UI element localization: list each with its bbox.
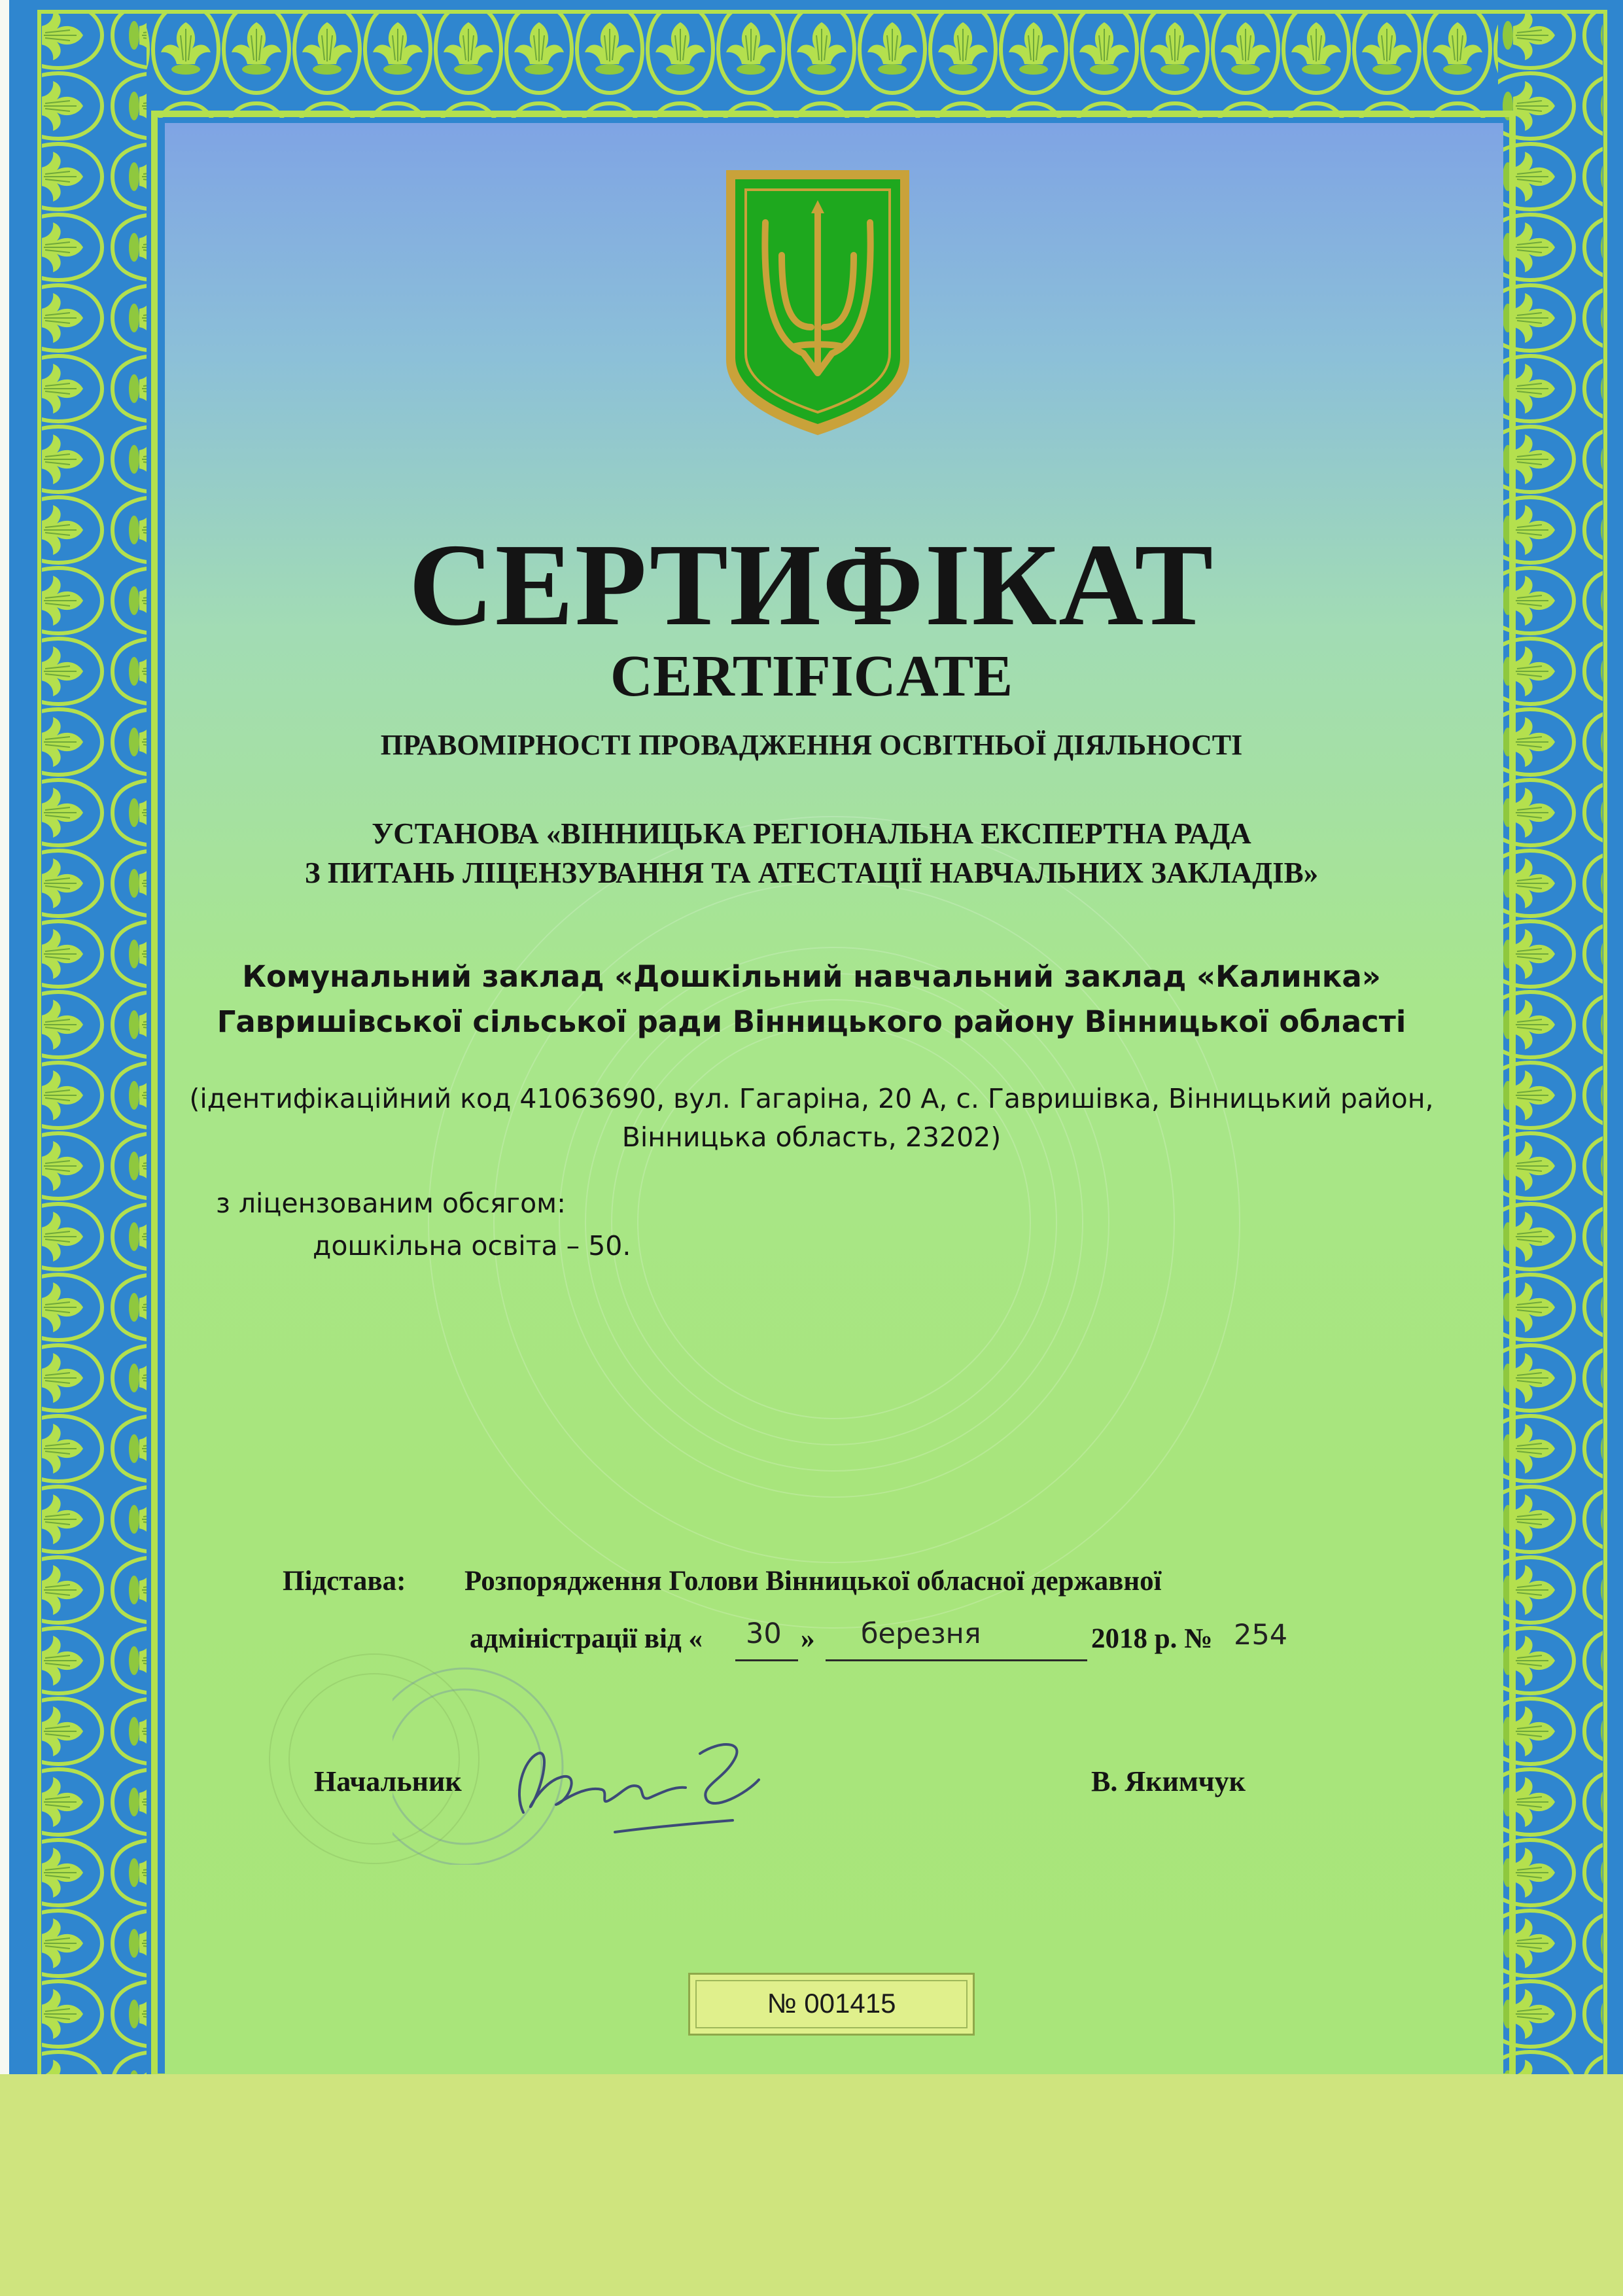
- basis-text: Розпорядження Голови Вінницької обласної державної: [464, 1566, 1162, 1597]
- license-scope-item: дошкільна освіта – 50.: [313, 1230, 631, 1262]
- certificate-title: СЕРТИФІКАТ: [408, 520, 1215, 650]
- coat-of-arms-emblem: [720, 164, 916, 438]
- basis-day: 30: [746, 1617, 782, 1650]
- address-line-1: (ідентифікаційний код 41063690, вул. Гагаріна, 20 А, с. Гавришівка, Вінницький район,: [189, 1083, 1434, 1114]
- issuer-line-2: З ПИТАНЬ ЛІЦЕНЗУВАННЯ ТА АТЕСТАЦІЇ НАВЧАЛЬНИХ ЗАКЛАДІВ»: [304, 857, 1319, 889]
- basis-label: Підстава:: [283, 1566, 406, 1597]
- license-scope-label: з ліцензованим обсягом:: [216, 1188, 566, 1219]
- basis-month: березня: [861, 1617, 981, 1650]
- official-stamp-and-signature: [393, 1649, 864, 1865]
- basis-quote-close: »: [801, 1623, 815, 1654]
- basis-year: 2018 р. №: [1091, 1623, 1213, 1654]
- issuer-line-1: УСТАНОВА «ВІННИЦЬКА РЕГІОНАЛЬНА ЕКСПЕРТНА РАДА: [372, 817, 1251, 850]
- serial-number: № 001415: [767, 1988, 896, 2019]
- month-underline: [826, 1659, 1087, 1661]
- institution-line-2: Гавришівської сільської ради Вінницького району Вінницької області: [217, 1004, 1406, 1039]
- institution-line-1: Комунальний заклад «Дошкільний навчальний заклад «Калинка»: [242, 959, 1381, 994]
- serial-number-box: [688, 1973, 975, 2036]
- certificate-purpose: ПРАВОМІРНОСТІ ПРОВАДЖЕННЯ ОСВІТНЬОЇ ДІЯЛЬНОСТІ: [380, 729, 1243, 761]
- address-line-2: Вінницька область, 23202): [621, 1122, 1002, 1153]
- signatory-position: Начальник: [314, 1765, 462, 1797]
- basis-number: 254: [1234, 1619, 1288, 1651]
- basis-date-prefix: адміністрації від «: [470, 1623, 703, 1654]
- signatory-name: В. Якимчук: [1091, 1765, 1246, 1797]
- certificate-subtitle: CERTIFICATE: [610, 644, 1013, 709]
